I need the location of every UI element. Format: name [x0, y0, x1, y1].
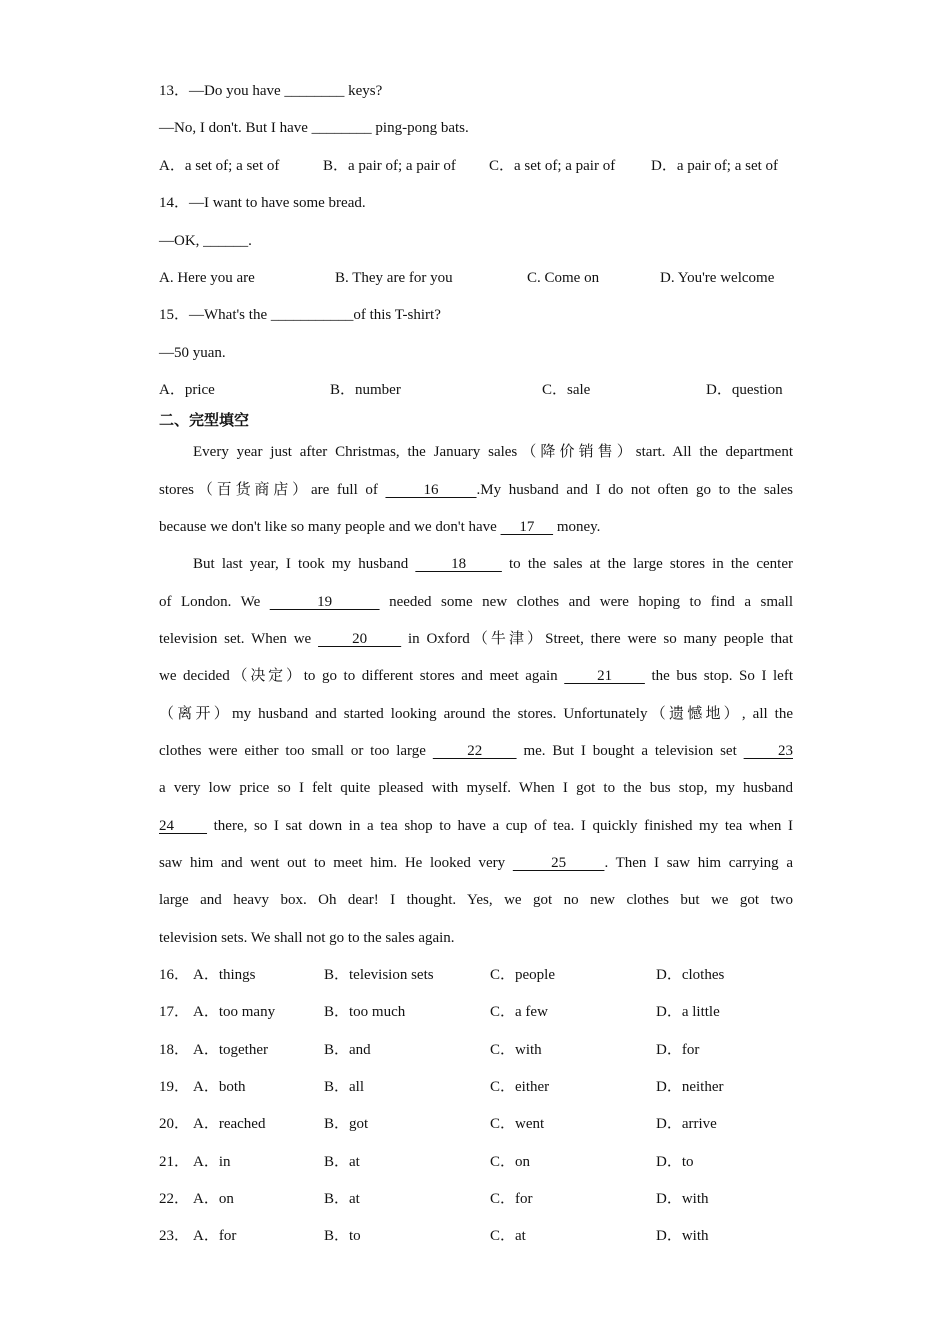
q14-options	[159, 268, 793, 288]
passage-line: clothes were either too small or too large 22 me. But I bought a television set 23	[159, 743, 793, 759]
q15-option-d: D．question	[706, 382, 783, 398]
blank-24: 24	[159, 818, 208, 834]
q15-option-b: B．number	[330, 382, 401, 398]
q13-option-a: A．a set of; a set of	[159, 158, 280, 174]
passage-line: large and heavy box. Oh dear! I thought. Yes, we got no new clothes but we got two	[159, 892, 793, 908]
q13-option-c: C．a set of; a pair of	[489, 158, 616, 174]
q13-stem: 13．—Do you have ________ keys?	[159, 83, 383, 99]
passage-line: a very low price so I felt quite pleased with myself. When I got to the bus stop, my husband	[159, 780, 793, 796]
blank-25: 25	[512, 855, 605, 871]
cloze-options-16: 16． A．things B．television sets C．people D．clothes	[159, 967, 725, 983]
q15-option-a: A．price	[159, 382, 215, 398]
passage-line: we decided（决定）to go to different stores and meet again 21 the bus stop. So I left	[159, 668, 793, 684]
cloze-options-20: 20． A．reached B．got C．went D．arrive	[159, 1116, 717, 1132]
cloze-options-17: 17． A．too many B．too much C．a few D．a little	[159, 1004, 720, 1020]
passage-line: television sets. We shall not go to the sales again.	[159, 930, 455, 946]
passage-line: 24 there, so I sat down in a tea shop to have a cup of tea. I quickly finished my tea when I	[159, 818, 793, 834]
blank-20: 20	[318, 631, 402, 647]
passage-line: stores（百货商店）are full of 16 .My husband and I do not often go to the sales	[159, 482, 793, 498]
q14-option-a: A. Here you are	[159, 270, 255, 286]
cloze-options-22: 22． A．on B．at C．for D．with	[159, 1191, 709, 1207]
passage-line: But last year, I took my husband 18 to the sales at the large stores in the center	[193, 556, 793, 572]
q15-stem: 15．—What's the ___________of this T-shirt?	[159, 307, 441, 323]
q15-options	[159, 380, 793, 400]
section-title: 二、完型填空	[159, 411, 250, 429]
passage-line: Every year just after Christmas, the January sales（降价销售）start. All the department	[193, 444, 793, 460]
q15-answer-line: —50 yuan.	[159, 345, 226, 361]
passage-line: of London. We 19 needed some new clothes and were hoping to find a small	[159, 594, 793, 610]
cloze-options-18: 18． A．together B．and C．with D．for	[159, 1042, 700, 1058]
q14-option-c: C. Come on	[527, 270, 600, 286]
passage-line: saw him and went out to meet him. He looked very 25 . Then I saw him carrying a	[159, 855, 793, 871]
blank-16: 16	[385, 482, 477, 498]
passage-line: （离开）my husband and started looking around the stores. Unfortunately（遗憾地）, all the	[159, 706, 793, 722]
cloze-options-19: 19． A．both B．all C．either D．neither	[159, 1079, 724, 1095]
q14-option-b: B. They are for you	[335, 270, 453, 286]
blank-19: 19	[269, 594, 380, 610]
q14-option-d: D. You're welcome	[660, 270, 775, 286]
passage-line: because we don't like so many people and we don't have 17 money.	[159, 519, 601, 535]
blank-21: 21	[564, 668, 645, 684]
q13-options	[159, 156, 793, 176]
cloze-options-21: 21． A．in B．at C．on D．to	[159, 1154, 694, 1170]
blank-23: 23	[743, 743, 793, 759]
passage-line: television set. When we 20 in Oxford（牛津）Street, there were so many people that	[159, 631, 793, 647]
q13-option-b: B．a pair of; a pair of	[323, 158, 456, 174]
q14-stem: 14．—I want to have some bread.	[159, 195, 366, 211]
cloze-options-23: 23． A．for B．to C．at D．with	[159, 1228, 709, 1244]
q13-answer-line: —No, I don't. But I have ________ ping-pong bats.	[159, 120, 469, 136]
blank-22: 22	[432, 743, 517, 759]
q14-answer-line: —OK, ______.	[159, 233, 252, 249]
blank-17: 17	[500, 519, 554, 535]
blank-18: 18	[415, 556, 502, 572]
q15-option-c: C．sale	[542, 382, 591, 398]
q13-option-d: D．a pair of; a set of	[651, 158, 779, 174]
